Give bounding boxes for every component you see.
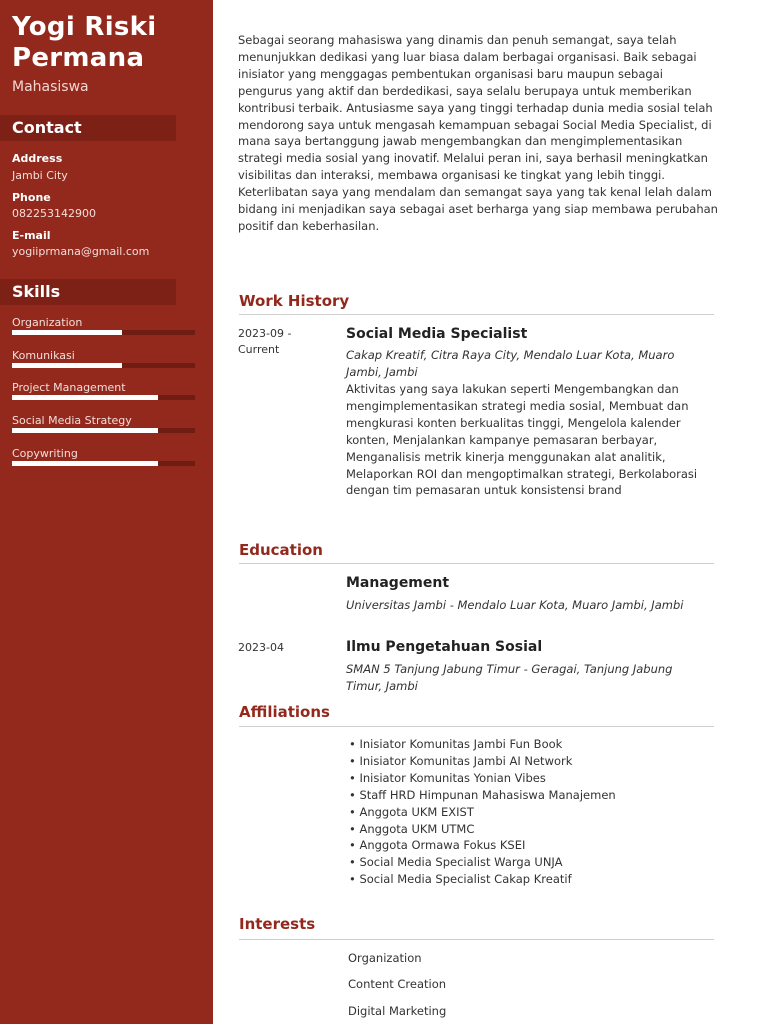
list-item: • Anggota Ormawa Fokus KSEI [349,837,616,854]
skill-level-bar [12,461,195,466]
work-description: Aktivitas yang saya lakukan seperti Mengembangkan dan mengimplementasikan strategi media sosial, Membuat dan mengkurasi konten berkualitas tinggi, Mengelola kalender konten, Menjalankan kampanye pemasaran berbayar, Menganalisis metrik kinerja menggunakan alat analitik, Melaporkan ROI dan mengoptimalkan strategi, Berkolaborasi dengan tim pemasaran untuk konsistensi brand [346,382,698,498]
skill-level-bar [12,395,195,400]
skill-name: Social Media Strategy [12,414,132,428]
interest-item: Digital Marketing [348,1004,447,1018]
education-school: Universitas Jambi - Mendalo Luar Kota, Muaro Jambi, Jambi [346,598,684,612]
summary-text: Sebagai seorang mahasiswa yang dinamis dan penuh semangat, saya telah menunjukkan dedikasi yang luar biasa dalam berbagai organisasi. Baik sebagai inisiator yang menggagas pembentukan organisasi baru maupun sebagai pengurus yang aktif dan berdedikasi, saya selalu berupaya untuk memberikan kontribusi terbaik. Antusiasme saya yang tinggi terhadap dunia media sosial telah mendorong saya untuk mengasah kemampuan sebagai Social Media Specialist, di mana saya bertanggung jawab mengembangkan dan mengimplementasikan strategi media sosial yang inovatif. Melalui peran ini, saya berhasil meningkatkan visibilitas dan interaksi, membawa organisasi ke tingkat yang lebih tinggi. Keterlibatan saya yang mendalam dan semangat saya yang tak kenal lelah dalam bidang ini menjadikan saya sebagai aset berharga yang siap membawa perubahan positif dan keberhasilan. [238,33,718,233]
profile-name [12,12,157,74]
skills-heading: Skills [0,279,176,305]
work-date: 2023-09 - Current [238,327,292,356]
skill-name: Project Management [12,381,126,395]
interests-heading: Interests [239,915,316,933]
content-panel [221,0,721,1024]
list-item: • Social Media Specialist Cakap Kreatif [349,871,616,888]
email-value[interactable]: yogiiprmana@gmail.com [12,245,150,258]
interest-item: Organization [348,951,422,965]
skill-name: Komunikasi [12,348,75,362]
skill-level-bar [12,330,195,335]
divider [239,563,714,564]
email-label: E-mail [12,229,51,242]
phone-label: Phone [12,191,51,204]
skill-name: Organization [12,316,83,329]
list-item: • Anggota UKM UTMC [349,821,616,838]
contact-heading: Contact [0,115,176,141]
list-item: • Inisiator Komunitas Yonian Vibes [349,770,616,787]
profile-title: Mahasiswa [12,79,89,95]
address-label: Address [12,152,63,165]
affiliations-heading: Affiliations [239,703,330,721]
skill-level-fill [12,363,122,368]
phone-value: 082253142900 [12,207,96,220]
list-item: • Inisiator Komunitas Jambi AI Network [349,753,616,770]
list-item: • Social Media Specialist Warga UNJA [349,854,616,871]
skill-level-bar [12,428,195,433]
main-content [213,0,768,1024]
address-value: Jambi City [12,169,68,182]
divider [239,939,714,940]
list-item: • Staff HRD Himpunan Mahasiswa Manajemen [349,787,616,804]
divider [239,726,714,727]
list-item: • Anggota UKM EXIST [349,804,616,821]
work-title: Social Media Specialist [346,326,528,342]
skill-level-fill [12,428,158,433]
work-history-heading: Work History [239,292,350,310]
education-degree: Ilmu Pengetahuan Sosial [346,639,543,655]
affiliations-list [349,736,616,888]
education-degree: Management [346,575,450,591]
interest-item: Content Creation [348,977,447,991]
education-date: 2023-04 [238,641,284,654]
skill-level-fill [12,461,158,466]
list-item: • Inisiator Komunitas Jambi Fun Book [349,736,616,753]
skill-level-fill [12,330,122,335]
name-line-1: Yogi Riski [12,12,157,42]
work-company: Cakap Kreatif, Citra Raya City, Mendalo Luar Kota, Muaro Jambi, Jambi [346,348,675,379]
skill-name: Copywriting [12,446,78,460]
education-heading: Education [239,541,323,559]
skill-level-bar [12,363,195,368]
education-school: SMAN 5 Tanjung Jabung Timur - Geragai, Tanjung Jabung Timur, Jambi [346,662,673,693]
divider [239,314,714,315]
sidebar [0,0,213,1024]
skill-level-fill [12,395,158,400]
name-line-2: Permana [12,43,145,73]
